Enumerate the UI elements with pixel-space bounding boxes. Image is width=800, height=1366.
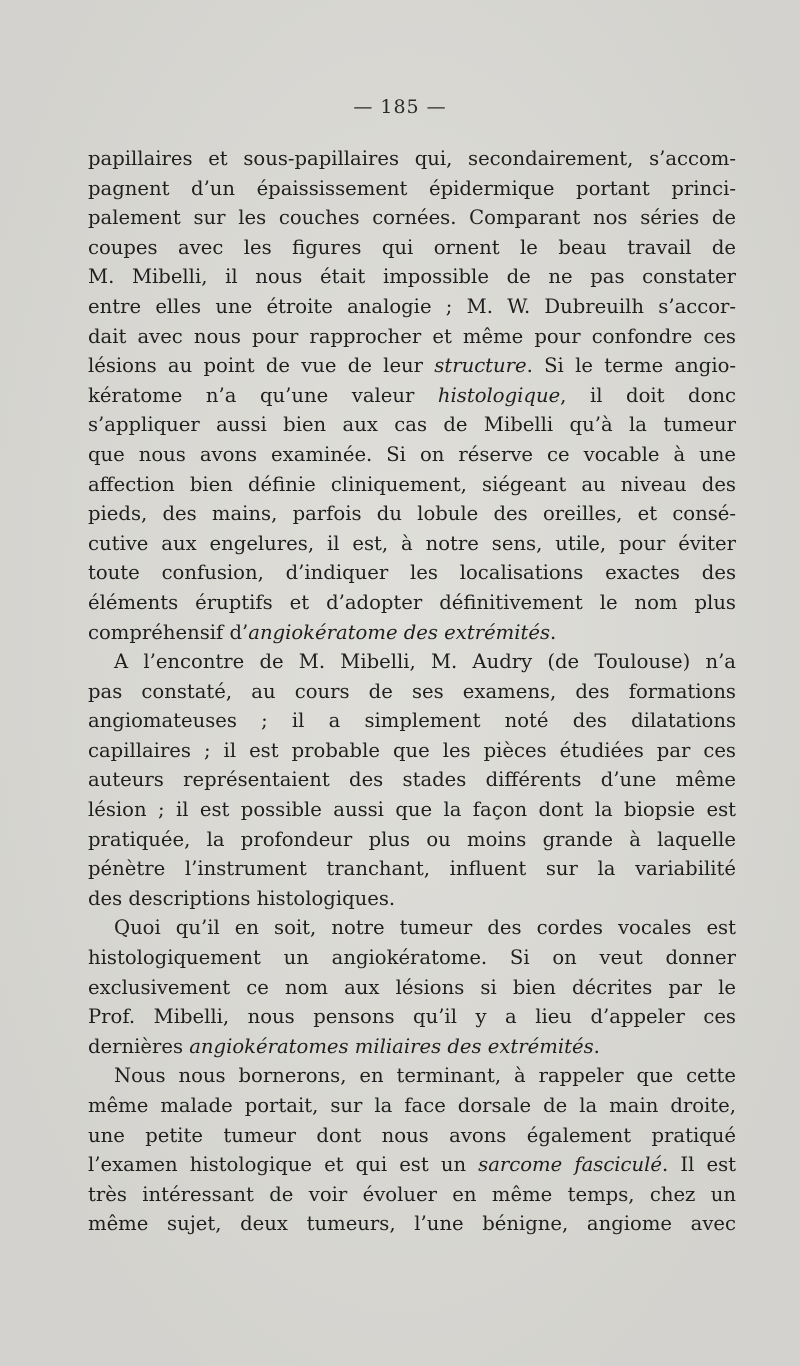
- text-line: [88, 913, 736, 943]
- text-line: [88, 470, 736, 500]
- text-line: [88, 1209, 736, 1239]
- text-line: [88, 174, 736, 204]
- text-span: histologiquement un angiokératome. Si on veut donner: [88, 946, 736, 970]
- text-line: [88, 588, 736, 618]
- text-span: Nous nous bornerons, en terminant, à rappeler que cette: [114, 1064, 736, 1088]
- text-line: [88, 795, 736, 825]
- text-span: .: [550, 620, 557, 644]
- page-number: — 185 —: [353, 96, 447, 118]
- text-span: pénètre l’instrument tranchant, influent sur la variabilité: [88, 857, 736, 881]
- italic-span: structure: [434, 354, 527, 378]
- italic-span: angiokératomes miliaires des extrémités: [189, 1034, 594, 1058]
- text-span: angiomateuses ; il a simplement noté des dilatations: [88, 709, 736, 733]
- text-span: Prof. Mibelli, nous pensons qu’il y a lieu d’appeler ces: [88, 1005, 736, 1029]
- text-span: dernières: [88, 1034, 190, 1058]
- text-line: [88, 529, 736, 559]
- text-line: [88, 233, 736, 263]
- text-line: [88, 825, 736, 855]
- text-line: [88, 1032, 736, 1062]
- text-line: [88, 203, 736, 233]
- text-span: pas constaté, au cours de ses examens, des formations: [88, 679, 736, 703]
- text-span: dait avec nous pour rapprocher et même pour confondre ces: [88, 324, 736, 348]
- text-span: pieds, des mains, parfois du lobule des oreilles, et consé-: [88, 502, 736, 526]
- text-span: palement sur les couches cornées. Comparant nos séries de: [88, 206, 736, 230]
- text-line: [88, 943, 736, 973]
- text-span: compréhensif d’: [88, 620, 249, 644]
- text-line: [88, 973, 736, 1003]
- text-line: [88, 1180, 736, 1210]
- text-line: [88, 322, 736, 352]
- text-span: lésions au point de vue de leur: [88, 354, 435, 378]
- text-line: [88, 736, 736, 766]
- text-line: [88, 262, 736, 292]
- text-span: cutive aux engelures, il est, à notre sens, utile, pour éviter: [88, 531, 736, 555]
- text-span: A l’encontre de M. Mibelli, M. Audry (de Toulouse) n’a: [114, 650, 736, 674]
- text-span: une petite tumeur dont nous avons également pratiqué: [88, 1123, 736, 1147]
- body-text: [88, 144, 736, 1239]
- text-span: , il doit donc: [560, 383, 736, 407]
- text-span: pagnent d’un épaississement épidermique portant princi-: [88, 176, 736, 200]
- text-span: M. Mibelli, il nous était impossible de ne pas constater: [88, 265, 736, 289]
- text-span: lésion ; il est possible aussi que la façon dont la biopsie est: [88, 798, 736, 822]
- text-span: entre elles une étroite analogie ; M. W. Dubreuilh s’accor-: [88, 294, 736, 318]
- text-line: [88, 854, 736, 884]
- text-span: éléments éruptifs et d’adopter définitivement le nom plus: [88, 590, 736, 614]
- italic-span: histologique: [437, 383, 561, 407]
- text-line: [88, 677, 736, 707]
- text-line: [88, 706, 736, 736]
- text-span: papillaires et sous-papillaires qui, secondairement, s’accom-: [88, 147, 736, 170]
- text-line: [88, 410, 736, 440]
- text-line: [88, 440, 736, 470]
- text-line: [88, 647, 736, 677]
- text-span: pratiquée, la profondeur plus ou moins grande à laquelle: [88, 827, 736, 851]
- text-span: même sujet, deux tumeurs, l’une bénigne, angiome avec: [88, 1212, 736, 1236]
- text-span: l’examen histologique et qui est un: [88, 1153, 479, 1177]
- text-span: coupes avec les figures qui ornent le beau travail de: [88, 235, 736, 259]
- text-line: [88, 1091, 736, 1121]
- text-line: [88, 1061, 736, 1091]
- text-span: exclusivement ce nom aux lésions si bien décrites par le: [88, 975, 736, 999]
- text-span: affection bien définie cliniquement, siégeant au niveau des: [88, 472, 736, 496]
- text-line: [88, 765, 736, 795]
- text-line: [88, 499, 736, 529]
- text-span: toute confusion, d’indiquer les localisations exactes des: [88, 561, 736, 585]
- italic-span: sarcome fasciculé: [478, 1153, 663, 1177]
- text-span: s’appliquer aussi bien aux cas de Mibelli qu’à la tumeur: [88, 413, 736, 437]
- text-line: [88, 1150, 736, 1180]
- text-line: [88, 144, 736, 174]
- text-span: . Si le terme angio-: [526, 354, 737, 378]
- text-line: [88, 381, 736, 411]
- text-line: [88, 292, 736, 322]
- italic-span: angiokératome des extrémités: [248, 620, 551, 644]
- text-line: [88, 618, 736, 648]
- text-span: Quoi qu’il en soit, notre tumeur des cordes vocales est: [114, 916, 736, 940]
- text-span: . Il est: [662, 1153, 736, 1177]
- text-span: capillaires ; il est probable que les pièces étudiées par ces: [88, 738, 736, 762]
- text-line: [88, 351, 736, 381]
- text-line: [88, 1121, 736, 1151]
- text-span: que nous avons examinée. Si on réserve ce vocable à une: [88, 442, 736, 466]
- text-span: kératome n’a qu’une valeur: [88, 383, 438, 407]
- text-line: [88, 1002, 736, 1032]
- text-line: [88, 884, 736, 914]
- text-span: des descriptions histologiques.: [88, 886, 396, 910]
- text-span: .: [593, 1034, 600, 1058]
- text-line: [88, 558, 736, 588]
- text-span: même malade portait, sur la face dorsale de la main droite,: [88, 1094, 736, 1117]
- text-span: très intéressant de voir évoluer en même temps, chez un: [88, 1182, 736, 1206]
- text-span: auteurs représentaient des stades différents d’une même: [88, 768, 736, 792]
